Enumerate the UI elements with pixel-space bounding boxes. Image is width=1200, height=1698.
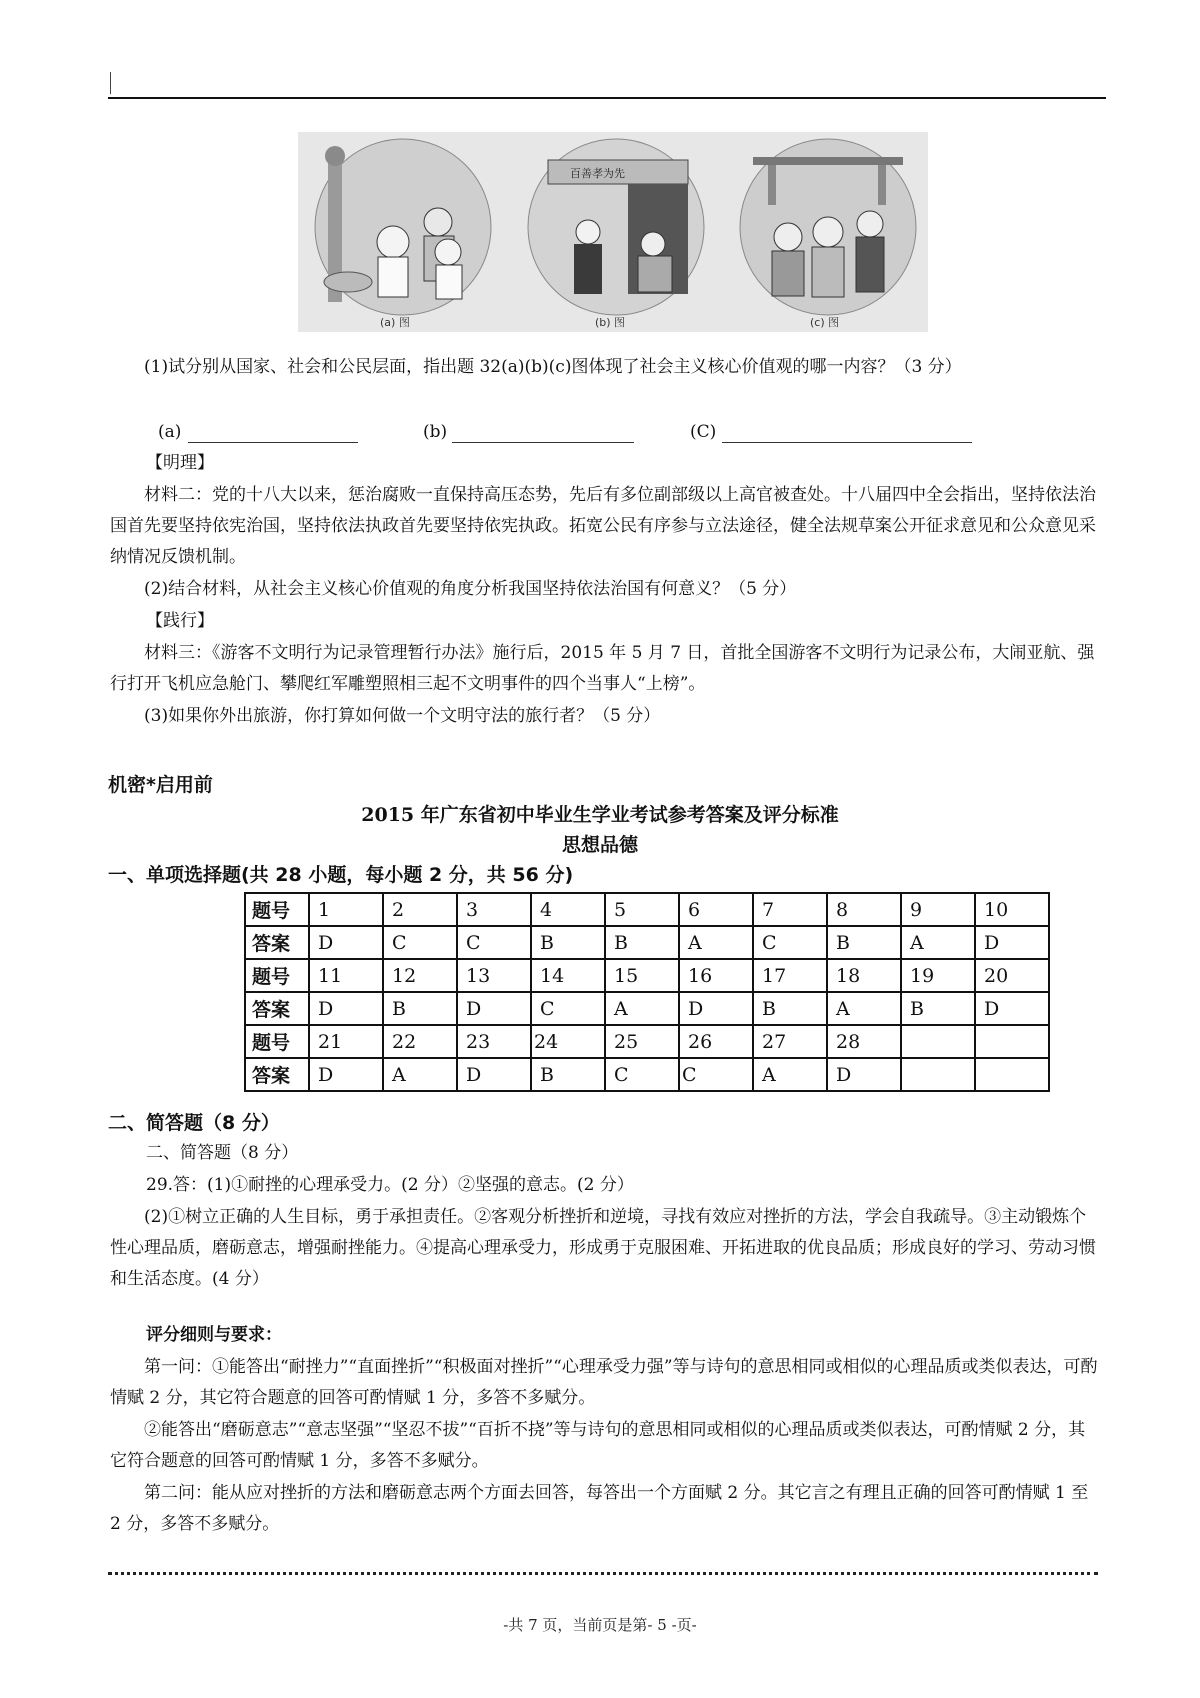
material-three: 材料三：《游客不文明行为记录管理暂行办法》施行后，2015 年 5 月 7 日，首批全国游客不文明行为记录公布，大闹亚航、强行打开飞机应急舱门、攀爬红军雕塑照相三起不文明事件的四个当事人“上榜”。 xyxy=(110,643,1095,694)
table-cell: 18 xyxy=(827,959,901,992)
table-cell: 28 xyxy=(827,1025,901,1058)
table-row xyxy=(245,1058,1049,1091)
part2-subheading: 二、简答题（8 分） xyxy=(146,1143,299,1163)
caption-b: (b) 图 xyxy=(595,316,626,329)
table-cell: D xyxy=(457,1058,531,1091)
table-cell: C xyxy=(457,926,531,959)
table-cell: D xyxy=(975,992,1049,1025)
sign-text: 百善孝为先 xyxy=(570,167,625,180)
panel-b-image xyxy=(528,139,704,315)
table-cell: 1 xyxy=(309,893,383,926)
table-cell xyxy=(975,1058,1049,1091)
subject-title: 思想品德 xyxy=(561,834,638,856)
table-cell: B xyxy=(901,992,975,1025)
dotted-divider xyxy=(108,1572,1098,1575)
table-cell: B xyxy=(753,992,827,1025)
rubric-third: 第二问：能从应对挫折的方法和磨砺意志两个方面去回答，每答出一个方面赋 2 分。其它言之有理且正确的回答可酌情赋 1 至 2 分，多答不多赋分。 xyxy=(110,1483,1089,1534)
blank-a-label: (a) xyxy=(158,422,182,442)
jianxing-heading: 【践行】 xyxy=(146,611,214,631)
blank-b-line[interactable] xyxy=(452,424,634,443)
table-cell: A xyxy=(679,926,753,959)
blank-c-line[interactable] xyxy=(722,424,972,443)
table-cell: D xyxy=(975,926,1049,959)
cartoon-illustration xyxy=(298,132,928,332)
table-cell: A xyxy=(901,926,975,959)
part1-heading: 一、单项选择题(共 28 小题，每小题 2 分，共 56 分) xyxy=(108,864,574,886)
table-cell: A xyxy=(827,992,901,1025)
row-label: 题号 xyxy=(245,1025,309,1058)
question-1: (1)试分别从国家、社会和公民层面，指出题 32(a)(b)(c)图体现了社会主义核心价值观的哪一内容？（3 分） xyxy=(144,357,962,377)
row-label: 答案 xyxy=(245,992,309,1025)
table-cell: 21 xyxy=(309,1025,383,1058)
table-cell: C xyxy=(531,992,605,1025)
table-cell: A xyxy=(605,992,679,1025)
rubric-title: 评分细则与要求： xyxy=(146,1325,282,1345)
table-cell: C xyxy=(383,926,457,959)
table-cell xyxy=(901,1025,975,1058)
table-cell: 10 xyxy=(975,893,1049,926)
answer-29-part2: (2)①树立正确的人生目标，勇于承担责任。②客观分析挫折和逆境，寻找有效应对挫折的方法，学会自我疏导。③主动锻炼个性心理品质，磨砺意志，增强耐挫能力。④提高心理承受力，形成勇于克服困难、开拓进取的优良品质；形成良好的学习、劳动习惯和生活态度。(4 分） xyxy=(110,1207,1096,1289)
panel-c-image xyxy=(740,139,916,315)
part2-heading: 二、简答题（8 分） xyxy=(108,1112,280,1134)
table-cell: 14 xyxy=(531,959,605,992)
table-cell: D xyxy=(679,992,753,1025)
table-cell: D xyxy=(827,1058,901,1091)
table-row xyxy=(245,926,1049,959)
table-cell: 5 xyxy=(605,893,679,926)
table-cell: 9 xyxy=(901,893,975,926)
table-cell: 26 xyxy=(679,1025,753,1058)
table-cell: C xyxy=(605,1058,679,1091)
table-cell: A xyxy=(383,1058,457,1091)
table-cell: B xyxy=(827,926,901,959)
table-cell: B xyxy=(531,1058,605,1091)
table-cell: 22 xyxy=(383,1025,457,1058)
header-left-mark xyxy=(110,72,111,94)
cartoon-illustration-drawing xyxy=(298,132,928,332)
row-label: 题号 xyxy=(245,959,309,992)
question-3: (3)如果你外出旅游，你打算如何做一个文明守法的旅行者？（5 分） xyxy=(144,706,661,726)
row-label: 答案 xyxy=(245,1058,309,1091)
table-cell: 17 xyxy=(753,959,827,992)
rubric-first: 第一问：①能答出“耐挫力”“直面挫折”“积极面对挫折”“心理承受力强”等与诗句的意思相同或相似的心理品质或类似表达，可酌情赋 2 分，其它符合题意的回答可酌情赋 1 分，多答不多赋分。 xyxy=(110,1357,1098,1408)
table-row xyxy=(245,992,1049,1025)
table-row xyxy=(245,1025,1049,1058)
table-cell: 8 xyxy=(827,893,901,926)
table-cell: 27 xyxy=(753,1025,827,1058)
table-cell: 13 xyxy=(457,959,531,992)
blank-c-label: (C) xyxy=(690,422,717,442)
table-cell: 24 xyxy=(531,1025,605,1058)
answer-29-part1: 29.答：(1)①耐挫的心理承受力。(2 分）②坚强的意志。(2 分） xyxy=(146,1175,634,1195)
table-cell xyxy=(901,1058,975,1091)
table-cell: 3 xyxy=(457,893,531,926)
question-2: (2)结合材料，从社会主义核心价值观的角度分析我国坚持依法治国有何意义？（5 分） xyxy=(144,579,797,599)
table-cell xyxy=(975,1025,1049,1058)
table-cell: 7 xyxy=(753,893,827,926)
table-cell: D xyxy=(457,992,531,1025)
table-row xyxy=(245,893,1049,926)
table-cell: 23 xyxy=(457,1025,531,1058)
table-cell: 4 xyxy=(531,893,605,926)
table-cell: 6 xyxy=(679,893,753,926)
table-cell: C xyxy=(679,1058,753,1091)
table-cell: 2 xyxy=(383,893,457,926)
table-cell: 19 xyxy=(901,959,975,992)
table-cell: 16 xyxy=(679,959,753,992)
rubric-second: ②能答出“磨砺意志”“意志坚强”“坚忍不拔”“百折不挠”等与诗句的意思相同或相似的心理品质或类似表达，可酌情赋 2 分，其它符合题意的回答可酌情赋 1 分，多答不多赋分。 xyxy=(110,1420,1086,1471)
answer-table xyxy=(244,892,1050,1092)
caption-a: (a) 图 xyxy=(380,316,410,329)
table-cell: 25 xyxy=(605,1025,679,1058)
caption-c: (c) 图 xyxy=(810,316,840,329)
material-two: 材料二：党的十八大以来，惩治腐败一直保持高压态势，先后有多位副部级以上高官被查处。十八届四中全会指出，坚持依法治国首先要坚持依宪治国，坚持依法执政首先要坚持依宪执政。拓宽公民有序参与立法途径，健全法规草案公开征求意见和公众意见采纳情况反馈机制。 xyxy=(110,485,1096,567)
table-cell: 11 xyxy=(309,959,383,992)
table-cell: D xyxy=(309,926,383,959)
table-cell: 20 xyxy=(975,959,1049,992)
table-row xyxy=(245,959,1049,992)
panel-a-image xyxy=(315,139,491,315)
blank-a-line[interactable] xyxy=(188,424,358,443)
table-cell: 12 xyxy=(383,959,457,992)
table-cell: D xyxy=(309,992,383,1025)
table-cell: B xyxy=(605,926,679,959)
row-label: 答案 xyxy=(245,926,309,959)
blank-b-label: (b) xyxy=(423,422,448,442)
table-cell: B xyxy=(531,926,605,959)
header-rule xyxy=(108,97,1106,99)
table-cell: A xyxy=(753,1058,827,1091)
row-label: 题号 xyxy=(245,893,309,926)
table-cell: 15 xyxy=(605,959,679,992)
table-cell: B xyxy=(383,992,457,1025)
table-cell: C xyxy=(753,926,827,959)
table-cell: D xyxy=(309,1058,383,1091)
page-footer: -共 7 页，当前页是第- 5 -页- xyxy=(503,1616,697,1634)
secret-label: 机密*启用前 xyxy=(108,774,213,796)
answer-key-title: 2015 年广东省初中毕业生学业考试参考答案及评分标准 xyxy=(361,804,839,826)
mingli-heading: 【明理】 xyxy=(146,453,214,473)
